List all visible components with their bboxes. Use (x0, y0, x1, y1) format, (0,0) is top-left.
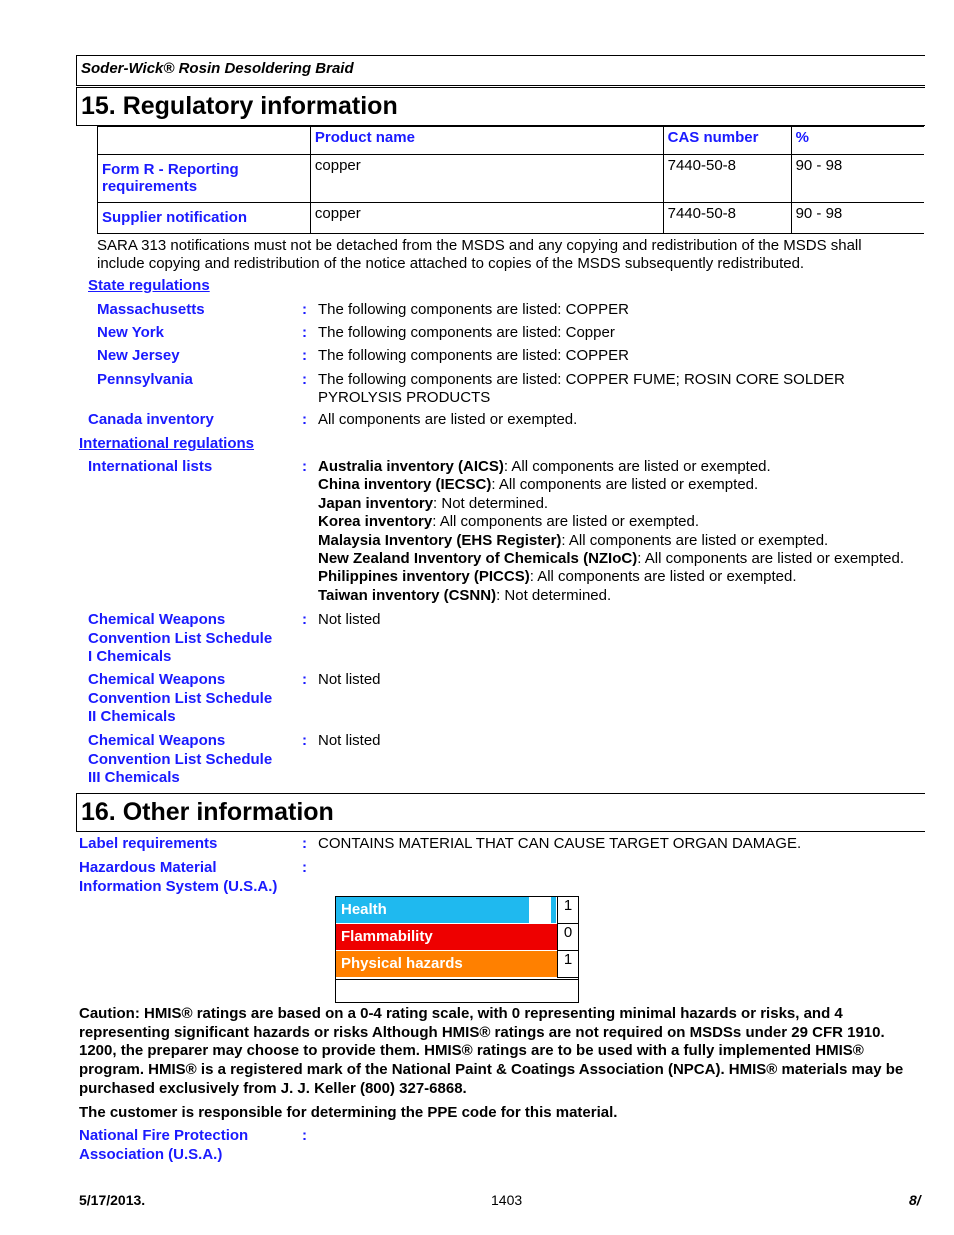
col-cas-number: CAS number (663, 127, 791, 155)
section-16-title: 16. Other information (81, 798, 334, 826)
international-lists (318, 458, 904, 605)
col-product-name: Product name (310, 127, 663, 155)
colon: : (302, 671, 307, 688)
hmis-ppe-row (336, 979, 578, 980)
table-header-row (98, 127, 925, 155)
nfpa-label: National Fire Protection Association (U.S.A.) (79, 1127, 249, 1163)
colon: : (302, 859, 307, 876)
row-product: copper (310, 155, 663, 203)
table-row (98, 155, 925, 203)
section-16-header (76, 793, 925, 832)
row-percent: 90 - 98 (791, 203, 924, 234)
colon: : (302, 347, 307, 364)
table-corner-cell (98, 127, 311, 155)
list-item: Australia inventory (AICS): All components are listed or exempted. (318, 458, 771, 475)
hmis-physical-row (336, 951, 578, 978)
cw-schedule-2-value: Not listed (318, 671, 381, 688)
canada-inventory-value: All components are listed or exempted. (318, 411, 578, 428)
hmis-flammability-row (336, 924, 578, 951)
state-value-new-york: The following components are listed: Copper (318, 324, 615, 341)
hmis-health-label: Health (336, 897, 529, 923)
hmis-physical-label: Physical hazards (336, 951, 557, 977)
hmis-physical-value: 1 (557, 951, 578, 978)
colon: : (302, 732, 307, 749)
reporting-table (97, 126, 924, 234)
section-15-title: 15. Regulatory information (81, 92, 398, 120)
state-label-new-york: New York (97, 324, 164, 341)
colon: : (302, 458, 307, 475)
state-value-new-jersey: The following components are listed: COPPER (318, 347, 629, 364)
hmis-health-row (336, 897, 578, 924)
row-cas: 7440-50-8 (663, 155, 791, 203)
col-percent: % (791, 127, 924, 155)
hmis-label: Hazardous Material Information System (U.S.A.) (79, 859, 278, 895)
row-cas: 7440-50-8 (663, 203, 791, 234)
hmis-caution-note: Caution: HMIS® ratings are based on a 0-4 rating scale, with 0 representing minimal hazards or risks, and 4 representing significant hazards or risks Although HMIS® ratings are not required on MSDSs under 29 CFR 1910. 1200, the preparer may choose to provide them. HMIS® ratings are to be used with a fully implemented HMIS® program. HMIS® is a registered mark of the National Paint & Coatings Association (NPCA). HMIS® materials may be purchased exclusively from J. J. Keller (800) 327-6868. (79, 1005, 904, 1097)
list-item: Japan inventory: Not determined. (318, 494, 549, 512)
colon: : (302, 1127, 307, 1144)
list-item: China inventory (IECSC): All components are listed or exempted. (318, 476, 759, 494)
label-requirements-value: CONTAINS MATERIAL THAT CAN CAUSE TARGET ORGAN DAMAGE. (318, 835, 802, 852)
state-value-pennsylvania: The following components are listed: COPPER FUME; ROSIN CORE SOLDER PYROLYSIS PRODUCTS (318, 371, 845, 406)
hmis-flammability-value: 0 (557, 924, 578, 951)
footer-page-number: 8/ (909, 1192, 921, 1208)
colon: : (302, 835, 307, 852)
colon: : (302, 611, 307, 628)
hmis-health-marker (551, 897, 556, 923)
list-item: Philippines inventory (PICCS): All components are listed or exempted. (318, 568, 797, 586)
table-row (98, 203, 925, 234)
row-percent: 90 - 98 (791, 155, 924, 203)
list-item: Taiwan inventory (CSNN): Not determined. (318, 586, 612, 604)
cw-schedule-1-label: Chemical Weapons Convention List Schedule I Chemicals (88, 611, 273, 665)
list-item: New Zealand Inventory of Chemicals (NZIoC): All components are listed or exempted. (318, 550, 905, 568)
colon: : (302, 371, 307, 388)
state-label-massachusetts: Massachusetts (97, 301, 205, 318)
international-lists-label: International lists (88, 458, 213, 475)
sara-note: SARA 313 notifications must not be detached from the MSDS and any copying and redistribution of the MSDS shall include copying and redistribution of the notice attached to copies of the MSDS subsequently redistributed. (97, 237, 862, 272)
cw-schedule-3-value: Not listed (318, 732, 381, 749)
cw-schedule-3-label: Chemical Weapons Convention List Schedule III Chemicals (88, 732, 273, 786)
canada-inventory-label: Canada inventory (88, 411, 214, 428)
cw-schedule-2-label: Chemical Weapons Convention List Schedule II Chemicals (88, 671, 273, 725)
label-requirements-label: Label requirements (79, 835, 218, 852)
row-product: copper (310, 203, 663, 234)
state-regulations-heading: State regulations (88, 277, 210, 294)
row-label: Form R - Reporting requirements (98, 155, 311, 203)
footer-code: 1403 (491, 1192, 523, 1208)
colon: : (302, 301, 307, 318)
hmis-rating-box (335, 896, 579, 1003)
colon: : (302, 324, 307, 341)
state-label-new-jersey: New Jersey (97, 347, 180, 364)
hmis-health-value: 1 (557, 897, 578, 924)
state-label-pennsylvania: Pennsylvania (97, 371, 193, 388)
international-regulations-heading: International regulations (79, 435, 255, 452)
product-name: Soder-Wick® Rosin Desoldering Braid (81, 60, 354, 77)
cw-schedule-1-value: Not listed (318, 611, 381, 628)
state-value-massachusetts: The following components are listed: COPPER (318, 301, 629, 318)
list-item: Korea inventory: All components are listed or exempted. (318, 513, 700, 531)
product-header (76, 55, 925, 86)
row-label: Supplier notification (98, 203, 311, 234)
list-item: Malaysia Inventory (EHS Register): All components are listed or exempted. (318, 531, 829, 549)
footer-date: 5/17/2013. (79, 1192, 146, 1208)
section-15-header (76, 87, 925, 126)
colon: : (302, 411, 307, 428)
hmis-flammability-label: Flammability (336, 924, 557, 950)
ppe-note: The customer is responsible for determining the PPE code for this material. (79, 1104, 618, 1121)
